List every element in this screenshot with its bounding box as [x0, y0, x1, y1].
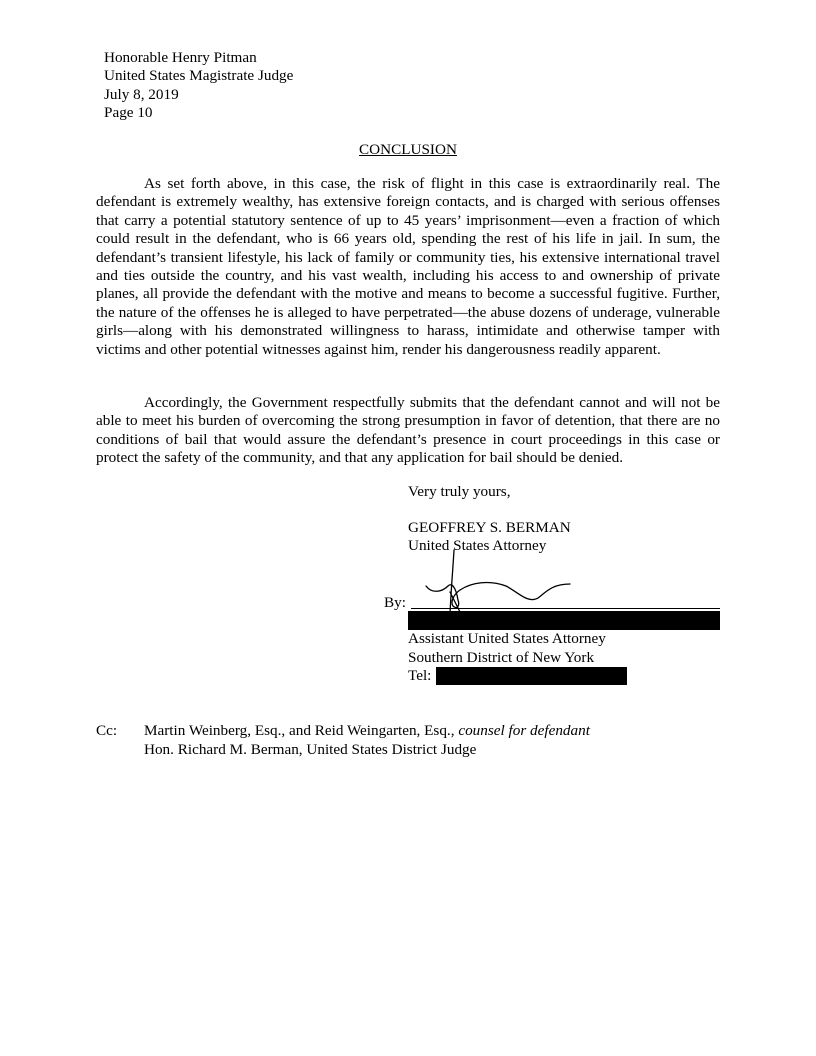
- closing-salutation: Very truly yours,: [408, 483, 511, 500]
- signer-district: Southern District of New York: [408, 649, 595, 666]
- by-label: By:: [384, 594, 406, 611]
- signer-title: Assistant United States Attorney: [408, 630, 606, 647]
- letter-header: [104, 49, 293, 123]
- cc-recipient-1: [144, 722, 590, 740]
- addressee-name: Honorable Henry Pitman: [104, 49, 257, 66]
- telephone-label: Tel:: [408, 667, 432, 684]
- conclusion-paragraph-1: As set forth above, in this case, the risk of flight in this case is extraordinarily real. The defendant is extremely wealthy, has extensive foreign contacts, and is charged with serious offenses that carry a potential statutory sentence of up to 45 years’ imprisonment—even a fraction of which could result in the defendant, who is 66 years old, spending the rest of his life in jail. In sum, the defendant’s transient lifestyle, his lack of family or community ties, his extensive international travel and ties outside the country, and his vast wealth, including his access to and ownership of private planes, all provide the defendant with the motive and means to become a successful fugitive. Further, the nature of the offenses he is alleged to have perpetrated—the abuse dozens of underage, vulnerable girls—along with his demonstrated willingness to harass, intimidate and otherwise tamper with victims and other potential witnesses against him, render his dangerousness readily apparent.: [96, 175, 720, 358]
- cc-recipient-1-role: counsel for defendant: [458, 722, 590, 739]
- signature-line: [411, 608, 720, 609]
- letter-date: July 8, 2019: [104, 85, 179, 103]
- addressee-title: United States Magistrate Judge: [104, 67, 294, 85]
- section-heading: CONCLUSION: [359, 141, 457, 158]
- redaction-bar-name: [408, 611, 720, 630]
- cc-label: Cc:: [96, 722, 118, 739]
- cc-recipient-1-names: Martin Weinberg, Esq., and Reid Weingarten, Esq.,: [144, 722, 459, 739]
- redaction-bar-telephone: [436, 667, 627, 685]
- conclusion-paragraph-2: Accordingly, the Government respectfully submits that the defendant cannot and will not be able to meet his burden of overcoming the strong presumption in favor of detention, that there are no conditions of bail that would assure the defendant’s presence in court proceedings in this case or protect the safety of the community, and that any application for bail should be denied.: [96, 394, 720, 467]
- cc-recipient-2: Hon. Richard M. Berman, United States District Judge: [144, 741, 477, 758]
- signer-office: United States Attorney: [408, 537, 547, 554]
- page-number: Page 10: [104, 104, 153, 122]
- handwritten-signature: [420, 548, 580, 616]
- signer-name: GEOFFREY S. BERMAN: [408, 519, 571, 536]
